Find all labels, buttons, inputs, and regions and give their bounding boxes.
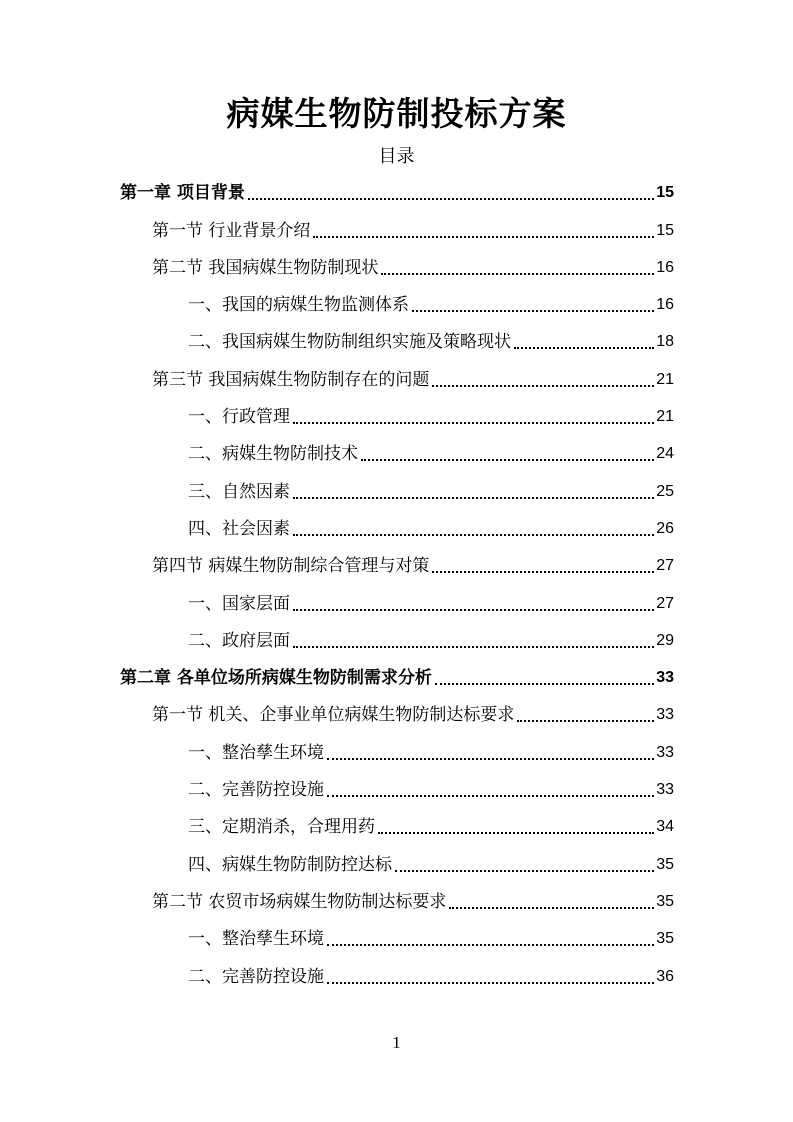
toc-entry-page: 36	[656, 967, 674, 985]
page-number: 1	[392, 1033, 401, 1052]
toc-entry-title: 第二章 各单位场所病媒生物防制需求分析	[120, 668, 432, 689]
toc-leader	[361, 459, 654, 461]
toc-leader	[293, 534, 654, 536]
toc-entry-page: 27	[656, 557, 674, 575]
toc-entry-title: 第一节 行业背景介绍	[152, 220, 311, 241]
toc-leader	[432, 571, 654, 573]
toc-leader	[327, 982, 654, 984]
toc-entry-title: 二、完善防控设施	[188, 966, 324, 987]
toc-entry-subsection[interactable]	[120, 435, 674, 472]
toc-leader	[378, 832, 654, 834]
toc-entry-page: 18	[656, 333, 674, 351]
toc-entry-page: 16	[656, 258, 674, 276]
toc-leader	[327, 944, 654, 946]
toc-entry-title: 二、政府层面	[188, 630, 290, 651]
page-title: 病媒生物防制投标方案	[226, 94, 567, 133]
toc-entry-subsection[interactable]	[120, 323, 674, 360]
toc-leader	[248, 198, 654, 200]
toc-entry-section[interactable]	[120, 547, 674, 584]
table-of-contents	[120, 174, 674, 995]
toc-entry-page: 33	[656, 781, 674, 799]
toc-entry-subsection[interactable]	[120, 845, 674, 882]
toc-leader	[432, 385, 654, 387]
toc-entry-subsection[interactable]	[120, 733, 674, 770]
toc-entry-page: 27	[656, 594, 674, 612]
toc-entry-title: 第二节 农贸市场病媒生物防制达标要求	[152, 891, 447, 912]
toc-entry-title: 一、我国的病媒生物监测体系	[188, 295, 409, 316]
toc-entry-title: 二、病媒生物防制技术	[188, 444, 358, 465]
toc-entry-subsection[interactable]	[120, 584, 674, 621]
toc-leader	[449, 907, 654, 909]
toc-entry-chapter-2[interactable]	[120, 659, 674, 696]
toc-entry-page: 15	[656, 221, 674, 239]
toc-entry-page: 21	[656, 370, 674, 388]
toc-leader	[514, 347, 654, 349]
toc-entry-section[interactable]	[120, 696, 674, 733]
toc-leader	[327, 758, 654, 760]
toc-entry-title: 三、自然因素	[188, 481, 290, 502]
toc-entry-page: 35	[656, 930, 674, 948]
toc-entry-title: 二、我国病媒生物防制组织实施及策略现状	[188, 332, 511, 353]
toc-entry-subsection[interactable]	[120, 957, 674, 994]
toc-entry-chapter-1[interactable]	[120, 174, 674, 211]
toc-entry-page: 24	[656, 445, 674, 463]
toc-entry-page: 16	[656, 296, 674, 314]
toc-leader	[293, 422, 654, 424]
toc-entry-page: 26	[656, 519, 674, 537]
toc-entry-title: 一、行政管理	[188, 407, 290, 428]
toc-entry-page: 33	[656, 706, 674, 724]
toc-leader	[435, 683, 654, 685]
toc-entry-page: 35	[656, 855, 674, 873]
toc-entry-subsection[interactable]	[120, 622, 674, 659]
toc-leader	[293, 609, 654, 611]
toc-entry-subsection[interactable]	[120, 510, 674, 547]
toc-entry-page: 33	[656, 743, 674, 761]
toc-entry-subsection[interactable]	[120, 808, 674, 845]
toc-entry-title: 一、国家层面	[188, 593, 290, 614]
toc-entry-page: 35	[656, 892, 674, 910]
toc-entry-page: 15	[656, 184, 674, 202]
toc-entry-section[interactable]	[120, 211, 674, 248]
toc-entry-section[interactable]	[120, 360, 674, 397]
toc-entry-subsection[interactable]	[120, 771, 674, 808]
toc-entry-subsection[interactable]	[120, 398, 674, 435]
toc-entry-subsection[interactable]	[120, 286, 674, 323]
toc-leader	[517, 720, 654, 722]
toc-entry-title: 四、社会因素	[188, 518, 290, 539]
toc-entry-page: 33	[656, 669, 674, 687]
toc-entry-page: 25	[656, 482, 674, 500]
toc-leader	[293, 497, 654, 499]
toc-leader	[412, 310, 654, 312]
toc-leader	[327, 795, 654, 797]
toc-entry-page: 34	[656, 818, 674, 836]
toc-entry-title: 第三节 我国病媒生物防制存在的问题	[152, 369, 430, 390]
toc-entry-title: 第一节 机关、企事业单位病媒生物防制达标要求	[152, 705, 515, 726]
toc-entry-title: 四、病媒生物防制防控达标	[188, 854, 392, 875]
toc-entry-title: 一、整治孳生环境	[188, 742, 324, 763]
toc-entry-page: 29	[656, 631, 674, 649]
toc-entry-subsection[interactable]	[120, 472, 674, 509]
toc-leader	[293, 646, 654, 648]
toc-entry-title: 第四节 病媒生物防制综合管理与对策	[152, 556, 430, 577]
toc-heading: 目录	[378, 146, 415, 167]
toc-entry-title: 二、完善防控设施	[188, 780, 324, 801]
toc-entry-title: 第二节 我国病媒生物防制现状	[152, 257, 379, 278]
toc-leader	[395, 870, 654, 872]
toc-entry-page: 21	[656, 408, 674, 426]
toc-leader	[381, 273, 654, 275]
toc-entry-title: 三、定期消杀，合理用药	[188, 817, 375, 838]
toc-entry-section[interactable]	[120, 249, 674, 286]
toc-entry-section[interactable]	[120, 883, 674, 920]
toc-entry-subsection[interactable]	[120, 920, 674, 957]
toc-entry-title: 第一章 项目背景	[120, 183, 245, 204]
toc-leader	[313, 236, 654, 238]
toc-entry-title: 一、整治孳生环境	[188, 929, 324, 950]
